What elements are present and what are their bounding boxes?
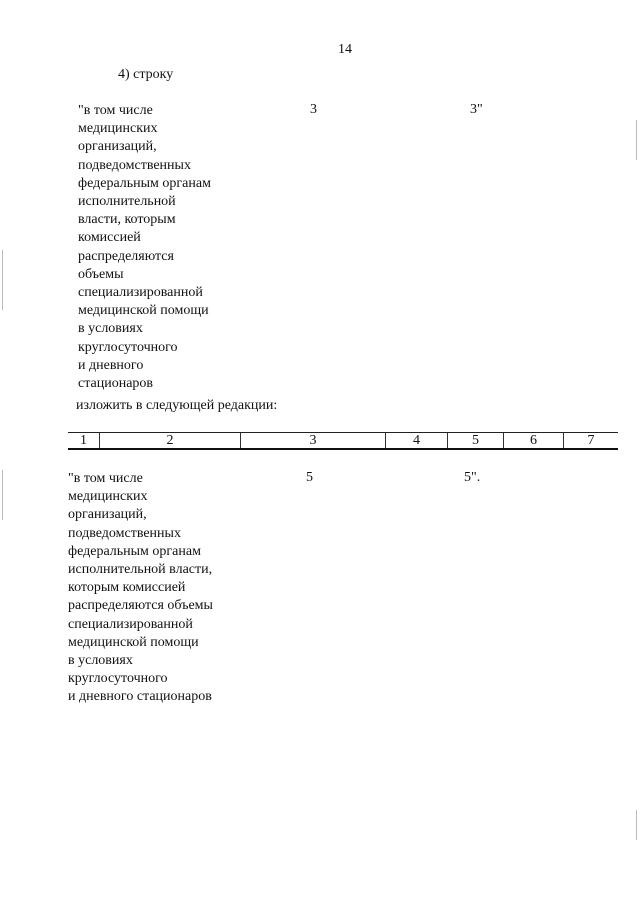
column-number-4: 4: [385, 433, 447, 448]
old-row-line: круглосуточного: [78, 339, 178, 355]
old-row-col5-value: 3": [470, 102, 483, 117]
new-row-line: специализированной: [68, 616, 193, 632]
scan-edge-mark: [636, 810, 637, 840]
column-number-6: 6: [503, 433, 563, 448]
column-number-3: 3: [240, 433, 385, 448]
new-row-col5-value: 5".: [464, 470, 481, 485]
intro-line: 4) строку: [118, 67, 174, 82]
column-number-1: 1: [80, 433, 87, 448]
new-row-line: федеральным органам: [68, 543, 201, 559]
scan-edge-mark: [2, 470, 3, 520]
new-row-line: распределяются объемы: [68, 598, 213, 614]
old-row-line: и дневного: [78, 357, 144, 373]
new-row-line: "в том числе: [68, 471, 143, 486]
old-row-col3-value: 3: [310, 102, 317, 117]
column-number-2: 2: [99, 433, 240, 448]
scan-edge-mark: [2, 250, 3, 310]
old-row-text: [78, 102, 211, 393]
new-row-line: и дневного стационаров: [68, 689, 212, 705]
old-row-line: власти, которым: [78, 212, 176, 228]
old-row-line: организаций,: [78, 139, 157, 155]
old-row-line: подведомственных: [78, 157, 191, 173]
old-row-line: распределяются: [78, 248, 174, 264]
new-row-col3-value: 5: [306, 470, 313, 485]
column-number-5: 5: [447, 433, 503, 448]
new-row-line: организаций,: [68, 507, 147, 523]
old-row-line: в условиях: [78, 321, 143, 337]
new-row-line: которым комиссией: [68, 580, 186, 596]
old-row-line: исполнительной: [78, 194, 176, 210]
new-row-line: медицинских: [68, 489, 148, 505]
new-row-line: подведомственных: [68, 525, 181, 541]
page-number: 14: [338, 42, 352, 57]
new-row-line: исполнительной власти,: [68, 562, 213, 578]
new-row-line: медицинской помощи: [68, 634, 199, 650]
old-row-line: стационаров: [78, 376, 154, 392]
new-row-line: в условиях: [68, 653, 133, 669]
instruction-line: изложить в следующей редакции:: [76, 398, 278, 413]
old-row-line: медицинских: [78, 121, 158, 137]
old-row-line: федеральным органам: [78, 175, 211, 191]
new-row-line: круглосуточного: [68, 671, 168, 687]
new-row-text: [68, 470, 213, 707]
old-row-line: специализированной: [78, 285, 203, 301]
old-row-line: объемы: [78, 266, 124, 282]
old-row-line: комиссией: [78, 230, 141, 246]
column-number-7: 7: [563, 433, 618, 448]
old-row-line: медицинской помощи: [78, 303, 209, 319]
old-row-line: "в том числе: [78, 103, 153, 118]
column-number-header: [68, 432, 618, 450]
scan-edge-mark: [636, 120, 637, 160]
